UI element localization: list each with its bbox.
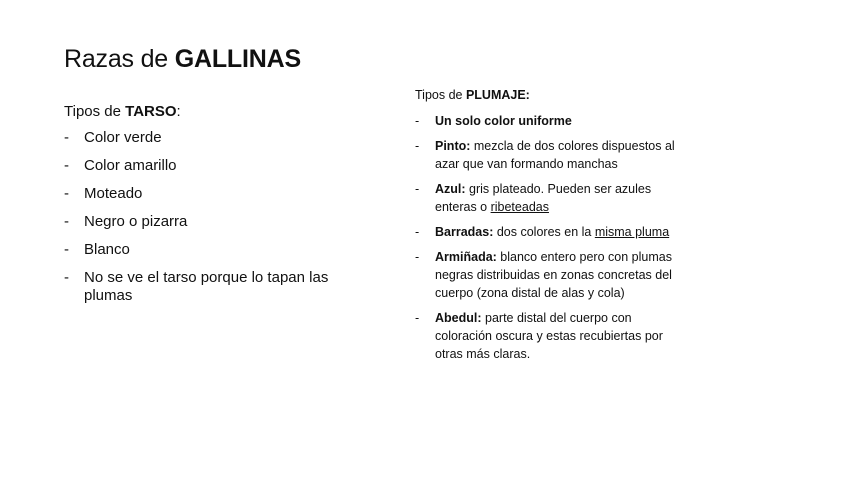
plumaje-item-bold: uniforme <box>518 114 572 128</box>
tarso-heading-bold: TARSO <box>125 103 177 120</box>
tarso-item <box>64 269 354 305</box>
title-emphasis: GALLINAS <box>174 45 301 73</box>
plumaje-item-text: dos colores en la <box>493 225 595 239</box>
plumaje-item-bold: Abedul: <box>435 311 482 325</box>
tarso-item-text: Moteado <box>84 185 143 202</box>
tarso-item <box>64 129 354 147</box>
dash-bullet: - <box>64 269 69 286</box>
plumaje-item-text: parte distal del cuerpo con coloración oscura y estas recubiertas por otras más claras. <box>435 311 663 361</box>
tarso-section <box>64 101 354 315</box>
tarso-item <box>64 185 354 203</box>
plumaje-item <box>415 223 690 241</box>
plumaje-item-underline: ribeteadas <box>490 200 549 214</box>
tarso-list <box>64 129 354 305</box>
plumaje-heading-prefix: Tipos de <box>415 88 466 102</box>
plumaje-item-text: gris plateado. Pueden ser azules enteras o <box>435 182 652 214</box>
dash-bullet: - <box>415 139 420 153</box>
plumaje-section <box>415 86 690 370</box>
plumaje-item <box>415 112 690 130</box>
tarso-heading <box>64 101 354 123</box>
tarso-item-text: Blanco <box>84 241 130 258</box>
dash-bullet: - <box>415 182 420 196</box>
dash-bullet: - <box>415 225 420 239</box>
plumaje-item-bold: Azul: <box>435 182 466 196</box>
plumaje-item-bold: Barradas: <box>435 225 494 239</box>
plumaje-item <box>415 180 690 216</box>
tarso-heading-prefix: Tipos de <box>64 103 126 120</box>
dash-bullet: - <box>415 114 420 128</box>
tarso-item <box>64 157 354 175</box>
plumaje-item-bold: Pinto: <box>435 139 471 153</box>
dash-bullet: - <box>64 185 69 202</box>
plumaje-heading <box>415 86 690 104</box>
dash-bullet: - <box>64 129 69 146</box>
dash-bullet: - <box>64 241 69 258</box>
tarso-item-text: Color amarillo <box>84 157 177 174</box>
title-prefix: Razas de <box>64 45 175 73</box>
dash-bullet: - <box>64 157 69 174</box>
plumaje-item <box>415 248 690 302</box>
tarso-item-text: Color verde <box>84 129 162 146</box>
plumaje-item <box>415 309 690 363</box>
plumaje-item <box>415 137 690 173</box>
dash-bullet: - <box>415 311 420 325</box>
tarso-heading-suffix: : <box>176 103 181 120</box>
tarso-item <box>64 213 354 231</box>
plumaje-item-bold: Armiñada: <box>435 250 497 264</box>
plumaje-item-underline: misma pluma <box>594 225 670 239</box>
plumaje-heading-bold: PLUMAJE: <box>465 88 530 102</box>
tarso-item-text: No se ve el tarso porque lo tapan las plumas <box>84 269 329 304</box>
plumaje-item-text: blanco entero pero con plumas negras distribuidas en zonas concretas del cuerpo (zona distal de alas y cola) <box>435 250 672 300</box>
slide-title <box>64 42 301 76</box>
plumaje-item-bold: Un solo color <box>435 114 519 128</box>
plumaje-list <box>415 112 690 363</box>
tarso-item-text: Negro o pizarra <box>84 213 188 230</box>
dash-bullet: - <box>415 250 420 264</box>
dash-bullet: - <box>64 213 69 230</box>
tarso-item <box>64 241 354 259</box>
plumaje-item-text: mezcla de dos colores dispuestos al azar que van formando manchas <box>435 139 675 171</box>
